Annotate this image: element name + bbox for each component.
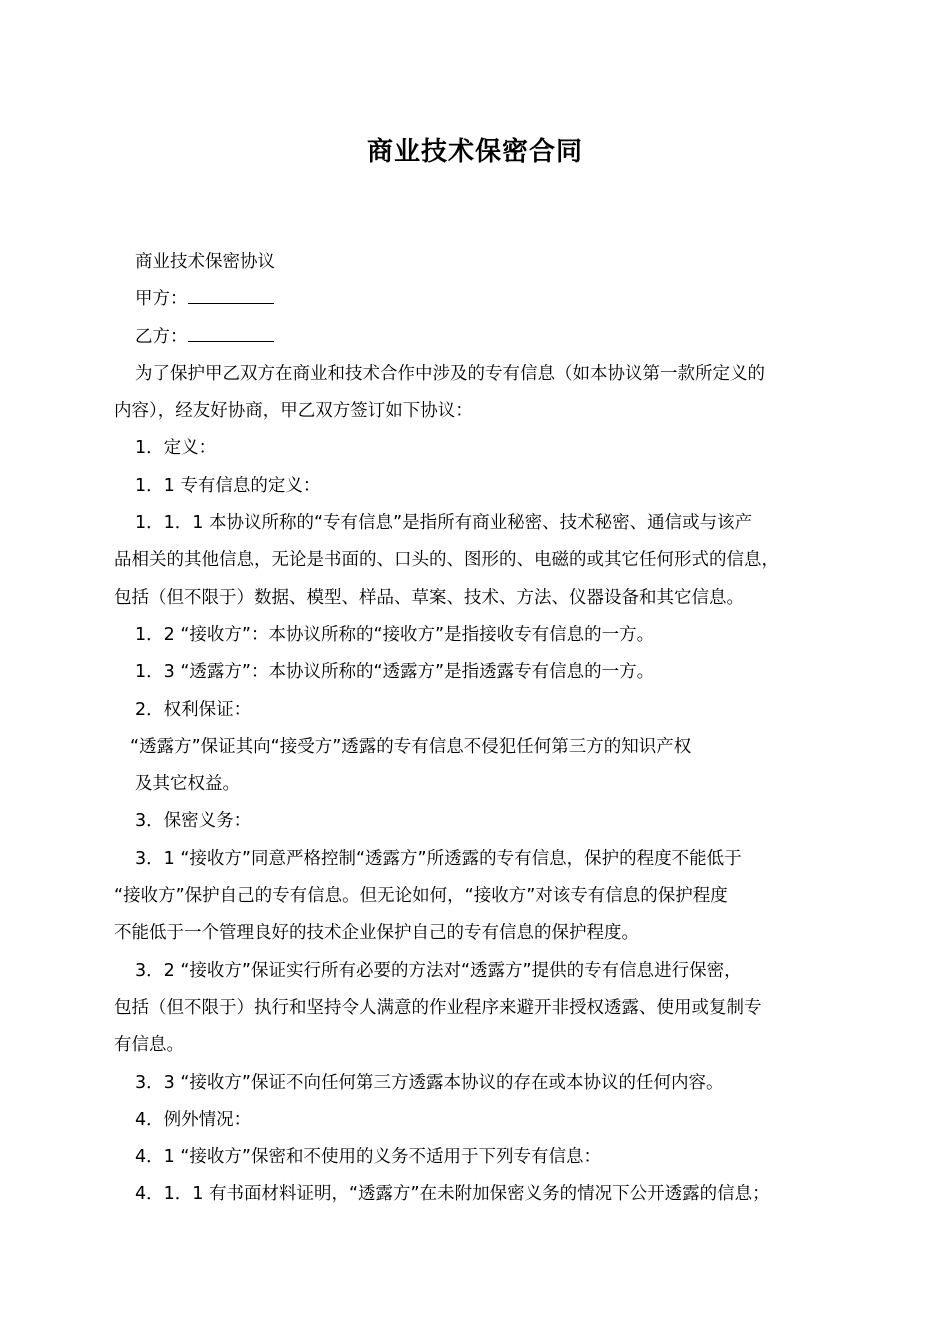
paragraph-line [114,393,854,430]
paragraph-line [114,1139,854,1176]
paragraph-text: 3．2 “接收方”保证实行所有必要的方法对“透露方”提供的专有信息进行保密， [135,960,742,981]
paragraph-text: 内容），经友好协商，甲乙双方签订如下协议： [114,401,473,422]
paragraph-line [114,766,854,803]
paragraph-line [114,1027,854,1064]
paragraph-line [114,542,854,579]
document-body [114,244,854,1214]
paragraph-text: 4．例外情况： [135,1109,252,1130]
paragraph-line [114,953,854,990]
document-title: 商业技术保密合同 [366,137,583,167]
paragraph-line [114,244,854,281]
paragraph-line [114,803,854,840]
paragraph-text: 2．权利保证： [135,699,252,720]
signature-blank-line [188,285,274,304]
paragraph-line [114,319,854,356]
paragraph-text: 4．1 “接收方”保密和不使用的义务不适用于下列专有信息： [135,1147,601,1168]
paragraph-line [114,468,854,505]
paragraph-line [114,505,854,542]
paragraph-text: “接收方”保护自己的专有信息。但无论如何，“接收方”对该专有信息的保护程度 [114,886,728,907]
paragraph-text: 4．1．1 有书面材料证明，“透露方”在未附加保密义务的情况下公开透露的信息； [135,1184,770,1205]
paragraph-text: 品相关的其他信息，无论是书面的、口头的、图形的、电磁的或其它任何形式的信息， [114,550,779,571]
paragraph-text: 为了保护甲乙双方在商业和技术合作中涉及的专有信息（如本协议第一款所定义的 [135,363,765,384]
paragraph-text: 1．2 “接收方”：本协议所称的“接收方”是指接收专有信息的一方。 [135,624,655,645]
paragraph-text: 1．1．1 本协议所称的“专有信息”是指所有商业秘密、技术秘密、通信或与该产 [135,513,753,534]
paragraph-line [114,841,854,878]
paragraph-line [114,580,854,617]
paragraph-line [114,1102,854,1139]
paragraph-line [114,617,854,654]
paragraph-text: 包括（但不限于）数据、模型、样品、草案、技术、方法、仪器设备和其它信息。 [114,587,744,608]
paragraph-text: 3．1 “接收方”同意严格控制“透露方”所透露的专有信息，保护的程度不能低于 [135,848,742,869]
paragraph-line [114,915,854,952]
paragraph-line [114,654,854,691]
paragraph-text: 及其它权益。 [135,774,240,795]
paragraph-text: “透露方”保证其向“接受方”透露的专有信息不侵犯任何第三方的知识产权 [130,736,692,757]
paragraph-text: 1．定义： [135,438,217,459]
paragraph-line [114,356,854,393]
paragraph-text: 商业技术保密协议 [135,252,275,272]
paragraph-text: 乙方： [135,326,188,347]
paragraph-text: 1．3 “透露方”：本协议所称的“透露方”是指透露专有信息的一方。 [135,662,655,683]
paragraph-text: 有信息。 [114,1035,184,1056]
paragraph-line [114,430,854,467]
paragraph-line [114,281,854,318]
paragraph-text: 不能低于一个管理良好的技术企业保护自己的专有信息的保护程度。 [114,923,639,944]
paragraph-text: 3．保密义务： [135,811,252,832]
signature-blank-line [188,323,274,342]
paragraph-line [114,729,854,766]
paragraph-text: 甲方： [135,289,188,310]
paragraph-line [114,1065,854,1102]
paragraph-text: 1．1 专有信息的定义： [135,475,321,496]
paragraph-line [114,1176,854,1213]
paragraph-line [114,878,854,915]
paragraph-text: 包括（但不限于）执行和坚持令人满意的作业程序来避开非授权透露、使用或复制专 [114,997,762,1018]
paragraph-line [114,990,854,1027]
paragraph-text: 3．3 “接收方”保证不向任何第三方透露本协议的存在或本协议的任何内容。 [135,1072,724,1093]
paragraph-line [114,692,854,729]
